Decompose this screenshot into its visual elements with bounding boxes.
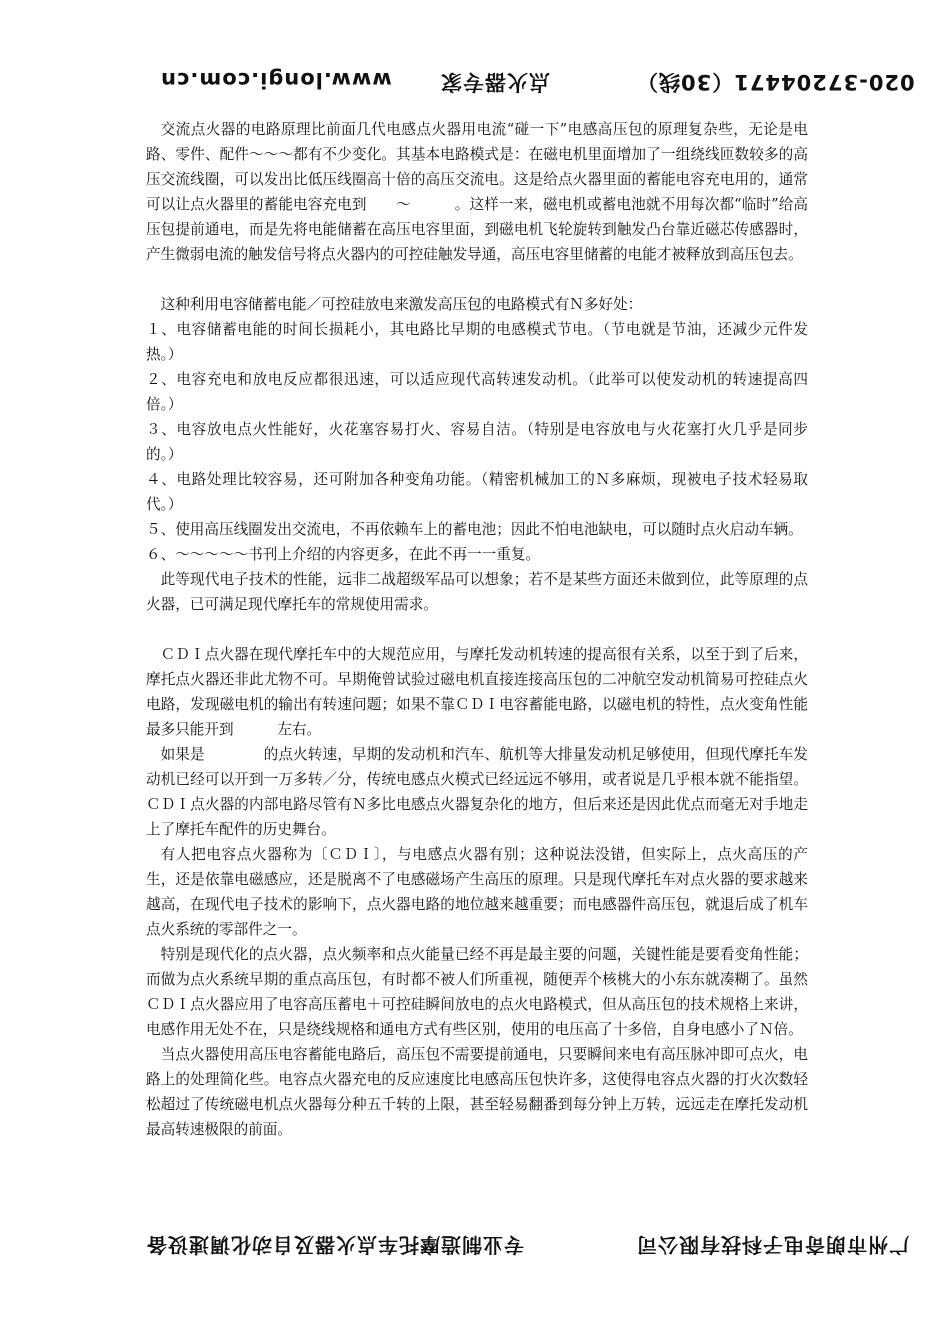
paragraph-modern: 特别是现代化的点火器，点火频率和点火能量已经不再是最主要的问题，关键性能是要看变角性能；而做为点火系统早期的重点高压包，有时都不被人们所重视，随便弄个核桃大的小东东就凑糊了。虽然ＣＤＩ点火器应用了电容高压蓄电＋可控硅瞬间放电的点火电路模式，但从高压包的技术规格上来讲，电感作用无处不在，只是绕线规格和通电方式有些区别，使用的电压高了十多倍，自身电感小了Ｎ倍。: [146, 946, 808, 1038]
header-product: 点火器专家: [440, 70, 550, 94]
footer-company: 广州市朗奇电子科技有限公司: [636, 1233, 909, 1257]
list-item: ４、电路处理比较容易，还可附加各种变角功能。（精密机械加工的Ｎ多麻烦，现被电子技术轻易取代。）: [146, 471, 808, 513]
spacer: [146, 617, 808, 642]
list-item: ３、电容放电点火性能好，火花塞容易打火、容易自洁。（特别是电容放电与火花塞打火几乎是同步的。）: [146, 421, 808, 463]
paragraph-conclusion: 当点火器使用高压电容蓄能电路后，高压包不需要提前通电，只要瞬间来电有高压脉冲即可点火，电路上的处理简化些。电容点火器充电的反应速度比电感高压包快许多，这使得电容点火器的打火次数轻松超过了传统磁电机点火器每分种五千转的上限，甚至轻易翻番到每分钟上万转，远远走在摩托发动机最高转速极限的前面。: [146, 1046, 808, 1138]
footer-slogan: 专业制造摩托车点火器及自动化调速设备: [146, 1233, 524, 1257]
paragraph-naming: 有人把电容点火器称为〔ＣＤＩ〕，与电感点火器有别；这种说法没错，但实际上，点火高压的产生，还是依靠电磁感应，还是脱离不了电感磁场产生高压的原理。只是现代摩托车对点火器的要求越来越高，在现代电子技术的影响下，点火器电路的地位越来越重要；而电感器件高压包，就退后成了机车点火系统的零部件之一。: [146, 846, 808, 938]
paragraph-cdi: ＣＤＩ点火器在现代摩托车中的大规范应用，与摩托发动机转速的提高很有关系，以至于到了后来，摩托点火器还非此尤物不可。早期俺曾试验过磁电机直接连接高压包的二冲航空发动机简易可控硅点火电路，发现磁电机的输出有转速问题；如果不靠ＣＤＩ电容蓄能电路，以磁电机的特性，点火变角性能最多只能开到 左右。: [146, 646, 808, 738]
list-item: ６、～～～～～书刊上介绍的内容更多，在此不再一一重复。: [146, 546, 541, 563]
document-body: [146, 117, 808, 1142]
paragraph-speed: 如果是 的点火转速，早期的发动机和汽车、航机等大排量发动机足够使用，但现代摩托车发动机已经可以开到一万多转／分，传统电感点火模式已经远远不够用，或者说是几乎根本就不能指望。ＣＤＩ点火器的内部电路尽管有Ｎ多比电感点火器复杂化的地方，但后来还是因此优点而毫无对手地走上了摩托车配件的历史舞台。: [146, 746, 808, 838]
header-website: www.longi.com.cn: [160, 68, 392, 92]
header-phone: 020-37204471（30线）: [636, 70, 915, 94]
paragraph-advantages-lead: 这种利用电容储蓄电能／可控硅放电来激发高压包的电路模式有Ｎ多好处：: [160, 296, 643, 313]
spacer: [146, 267, 808, 292]
list-item: １、电容储蓄电能的时间长损耗小，其电路比早期的电感模式节电。（节电就是节油，还减少元件发热。）: [146, 321, 808, 363]
list-item: ２、电容充电和放电反应都很迅速，可以适应现代高转速发动机。（此举可以使发动机的转速提高四倍。）: [146, 371, 808, 413]
paragraph-summary: 此等现代电子技术的性能，远非二战超级军品可以想象；若不是某些方面还未做到位，此等原理的点火器，已可满足现代摩托车的常规使用需求。: [146, 571, 808, 613]
list-item: ５、使用高压线圈发出交流电，不再依赖车上的蓄电池；因此不怕电池缺电，可以随时点火启动车辆。: [146, 521, 803, 538]
paragraph-intro: 交流点火器的电路原理比前面几代电感点火器用电流“碰一下”电感高压包的原理复杂些，无论是电路、零件、配件～～～都有不少变化。其基本电路模式是：在磁电机里面增加了一组绕线匝数较多的高压交流线圈，可以发出比低压线圈高十倍的高压交流电。这是给点火器里面的蓄能电容充电用的，通常可以让点火器里的蓄能电容充电到 ～ 。这样一来，磁电机或蓄电池就不用每次都“临时”给高压包提前通电，而是先将电能储蓄在高压电容里面，到磁电机飞轮旋转到触发凸台靠近磁芯传感器时，产生微弱电流的触发信号将点火器内的可控硅触发导通，高压电容里储蓄的电能才被释放到高压包去。: [146, 121, 808, 263]
